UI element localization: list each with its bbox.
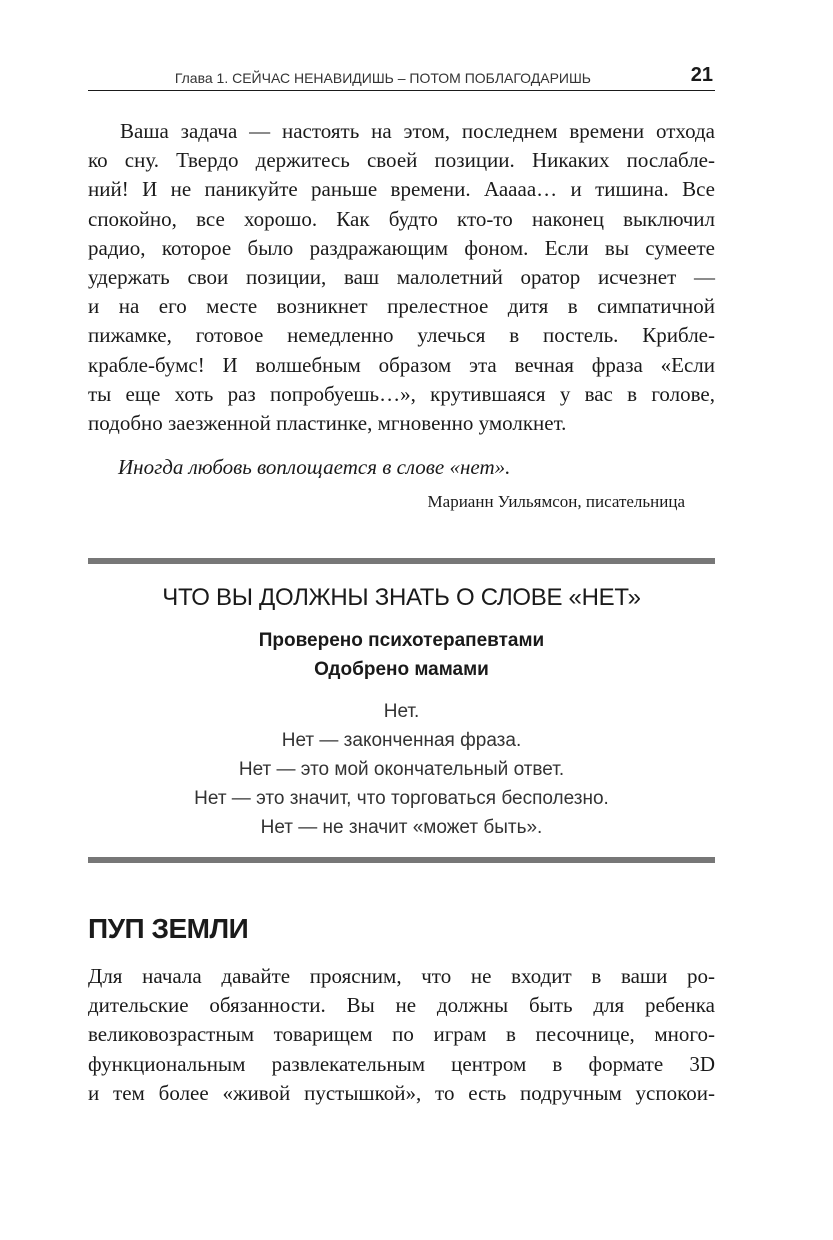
running-header [88,62,715,91]
epigraph-quote: Иногда любовь воплощается в слове «нет». [118,455,511,479]
box-subtitle: Одобрено мамами [314,659,489,680]
text-line: удержать свои позиции, ваш малолетний оратор исчезнет — [88,265,715,290]
text-line: ты еще хоть раз попробуешь…», крутившаяся у вас в голове, [88,381,715,406]
box-bottom-rule [88,857,715,863]
box-line: Нет. [383,701,420,722]
text-line: функциональным развлекательным центром в формате 3D [88,1051,715,1076]
box-subtitle: Проверено психотерапевтами [258,630,545,651]
page-number: 21 [690,64,713,86]
box-line: Нет — это мой окончательный ответ. [238,759,565,780]
text-line: и тем более «живой пустышкой», то есть подручным успокои- [88,1080,715,1105]
box-top-rule [88,558,715,564]
text-line: и на его месте возникнет прелестное дитя в симпатичной [88,294,715,319]
text-line: Для начала давайте проясним, что не входит в ваши ро- [88,964,715,988]
section-heading: ПУП ЗЕМЛИ [88,913,249,944]
text-line: спокойно, все хорошо. Как будто кто-то наконец выключил [88,206,715,231]
running-title: Глава 1. СЕЙЧАС НЕНАВИДИШЬ – ПОТОМ ПОБЛАГОДАРИШЬ [174,70,591,86]
box-line: Нет — не значит «может быть». [260,817,543,838]
text-line: пижамке, готовое немедленно улечься в постель. Крибле- [88,323,715,348]
text-line: великовозрастным товарищем по играм в песочнице, много- [88,1022,715,1047]
body-paragraph-2 [88,962,715,1108]
text-line: крабле-бумс! И волшебным образом эта вечная фраза «Если [88,352,715,377]
box-title: ЧТО ВЫ ДОЛЖНЫ ЗНАТЬ О СЛОВЕ «НЕТ» [162,584,641,611]
body-paragraph-1 [88,117,715,438]
box-line: Нет — законченная фраза. [281,730,522,751]
epigraph-author: Марианн Уильямсон, писательница [427,492,685,511]
text-line: дительские обязанности. Вы не должны быть для ребенка [88,993,715,1018]
text-line: ний! И не паникуйте раньше времени. Ааааа… и тишина. Все [88,177,715,202]
text-line: радио, которое было раздражающим фоном. Если вы сумеете [88,235,715,260]
text-line: подобно заезженной пластинке, мгновенно умолкнет. [88,411,567,436]
text-line: Ваша задача — настоять на этом, последнем времени отхода [120,119,715,143]
box-line: Нет — это значит, что торговаться бесполезно. [194,788,609,809]
text-line: ко сну. Твердо держитесь своей позиции. Никаких послабле- [88,148,715,173]
